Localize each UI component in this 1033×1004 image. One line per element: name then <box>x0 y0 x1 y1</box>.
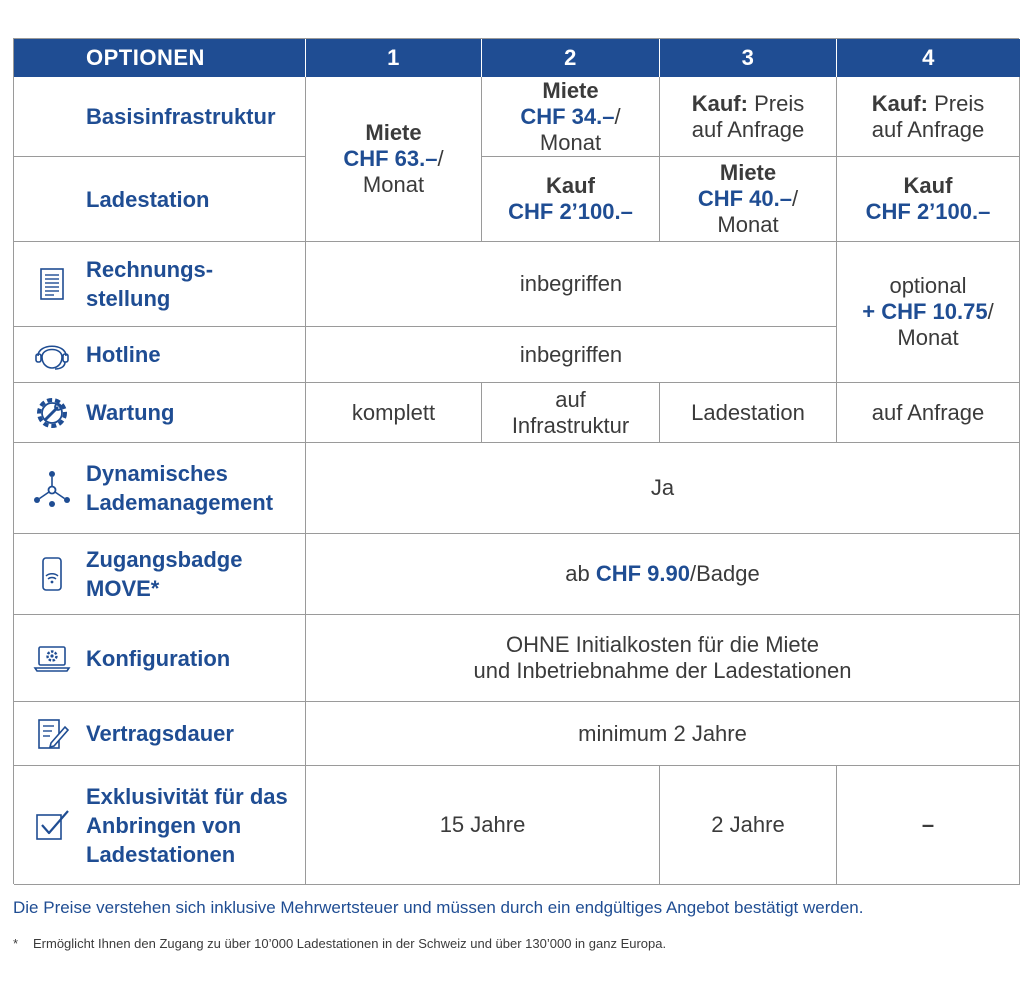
hotline-label: Hotline <box>86 342 161 367</box>
laptop-gear-icon <box>32 638 72 678</box>
header-option-3: 3 <box>660 39 837 77</box>
price: CHF 40.– <box>697 186 793 211</box>
rechnung-label-line2: stellung <box>86 286 171 311</box>
kauf-label: Kauf <box>903 173 953 198</box>
cell-wartung-option-4: auf Anfrage <box>837 383 1020 443</box>
row-label-exklusivitaet <box>14 766 306 885</box>
checkbox-icon <box>32 805 72 845</box>
price: CHF 34.– <box>520 103 615 129</box>
cell-lade-option-4 <box>837 157 1020 242</box>
footnote-star: * <box>13 936 19 951</box>
header-option-4: 4 <box>837 39 1020 77</box>
badge-prefix: ab <box>565 561 596 586</box>
lademanagement-label-line2: Lademanagement <box>86 490 274 515</box>
cell-exklusivitaet-option-1-2: 15 Jahre <box>306 766 660 885</box>
cell-konfiguration-value <box>306 615 1020 702</box>
lademanagement-label-line1: Dynamisches <box>86 461 228 486</box>
headset-icon <box>32 335 72 375</box>
slash: / <box>437 146 444 171</box>
slash: / <box>792 186 799 211</box>
cell-hotline-value: inbegriffen <box>306 327 837 383</box>
per-month: Monat <box>539 129 602 155</box>
header-options: OPTIONEN <box>14 39 306 77</box>
exklusivitaet-label-line1: Exklusivität für das <box>86 783 288 809</box>
wartung-infrastruktur: Infrastruktur <box>511 412 630 438</box>
kauf-label: Kauf: <box>691 90 748 116</box>
row-label-konfiguration <box>14 615 306 702</box>
row-label-zugangsbadge <box>14 534 306 615</box>
row-label-vertragsdauer <box>14 702 306 766</box>
contract-pen-icon <box>32 714 72 754</box>
auf-anfrage: auf Anfrage <box>691 116 805 142</box>
cell-wartung-option-2 <box>482 383 660 443</box>
cell-lade-option-2 <box>482 157 660 242</box>
miete-label: Miete <box>719 160 777 185</box>
zugangsbadge-label-line2: MOVE* <box>86 576 160 601</box>
wartung-auf: auf <box>555 386 586 412</box>
exklusivitaet-label-line2: Anbringen von <box>86 812 242 838</box>
basisinfrastruktur-label: Basisinfrastruktur <box>86 104 276 129</box>
header-option-1: 1 <box>306 39 482 77</box>
ladestation-label: Ladestation <box>86 186 210 212</box>
row-label-lademanagement <box>14 443 306 534</box>
row-label-rechnungsstellung <box>14 242 306 327</box>
network-icon <box>32 468 72 508</box>
cell-exklusivitaet-option-3: 2 Jahre <box>660 766 837 885</box>
per-month: Monat <box>362 172 425 197</box>
per-month: Monat <box>717 212 779 237</box>
header-option-2: 2 <box>482 39 660 77</box>
exklusivitaet-label-line3: Ladestationen <box>86 841 236 867</box>
footnote-text: Ermöglicht Ihnen den Zugang zu über 10’000 Ladestationen in der Schweiz und über 130’000 in ganz Europa. <box>33 936 667 951</box>
miete-label: Miete <box>365 120 422 145</box>
auf-anfrage: auf Anfrage <box>871 116 985 142</box>
konfiguration-label: Konfiguration <box>86 645 231 671</box>
pricing-table <box>13 38 1019 884</box>
kauf-label: Kauf <box>546 173 595 198</box>
konfig-line2: und Inbetriebnahme der Ladestationen <box>473 658 852 683</box>
price: CHF 63.– <box>343 146 438 171</box>
badge-suffix: /Badge <box>690 561 760 586</box>
miete-label: Miete <box>542 77 599 103</box>
row-label-basisinfrastruktur <box>14 77 306 157</box>
gear-wrench-icon <box>32 393 72 433</box>
slash: / <box>987 299 994 324</box>
konfig-line1: OHNE Initialkosten für die Miete <box>505 632 819 657</box>
price: CHF 2’100.– <box>508 199 633 224</box>
cell-basis-lade-option-1 <box>306 77 482 242</box>
kauf-label: Kauf: <box>871 90 928 116</box>
cell-rechnung-hotline-option-4 <box>837 242 1020 383</box>
optional-label: optional <box>889 273 967 298</box>
price: + CHF 10.75 <box>862 299 988 324</box>
badge-card-icon <box>32 554 72 594</box>
slash: / <box>614 103 621 129</box>
row-label-hotline <box>14 327 306 383</box>
cell-rechnung-value: inbegriffen <box>306 242 837 327</box>
cell-basis-option-2 <box>482 77 660 157</box>
cell-vertragsdauer-value: minimum 2 Jahre <box>306 702 1020 766</box>
cell-wartung-option-3: Ladestation <box>660 383 837 443</box>
per-month: Monat <box>897 325 959 350</box>
document-icon <box>32 264 72 304</box>
cell-lademanagement-value: Ja <box>306 443 1020 534</box>
cell-basis-option-4 <box>837 77 1020 157</box>
cell-zugangsbadge-value <box>306 534 1020 615</box>
wartung-label: Wartung <box>86 400 175 425</box>
preis-text: Preis <box>747 90 805 116</box>
cell-exklusivitaet-option-4: – <box>837 766 1020 885</box>
footnote <box>13 936 666 951</box>
price: CHF 2’100.– <box>865 199 991 224</box>
preis-text: Preis <box>927 90 985 116</box>
price-note: Die Preise verstehen sich inklusive Mehrwertsteuer und müssen durch ein endgültiges Angebot bestätigt werden. <box>13 898 864 917</box>
cell-basis-option-3 <box>660 77 837 157</box>
row-label-ladestation <box>14 157 306 242</box>
row-label-wartung <box>14 383 306 443</box>
rechnung-label-line1: Rechnungs- <box>86 257 214 282</box>
badge-price: CHF 9.90 <box>595 561 690 586</box>
cell-lade-option-3 <box>660 157 837 242</box>
vertragsdauer-label: Vertragsdauer <box>86 721 234 746</box>
cell-wartung-option-1: komplett <box>306 383 482 443</box>
zugangsbadge-label-line1: Zugangsbadge <box>86 547 243 572</box>
